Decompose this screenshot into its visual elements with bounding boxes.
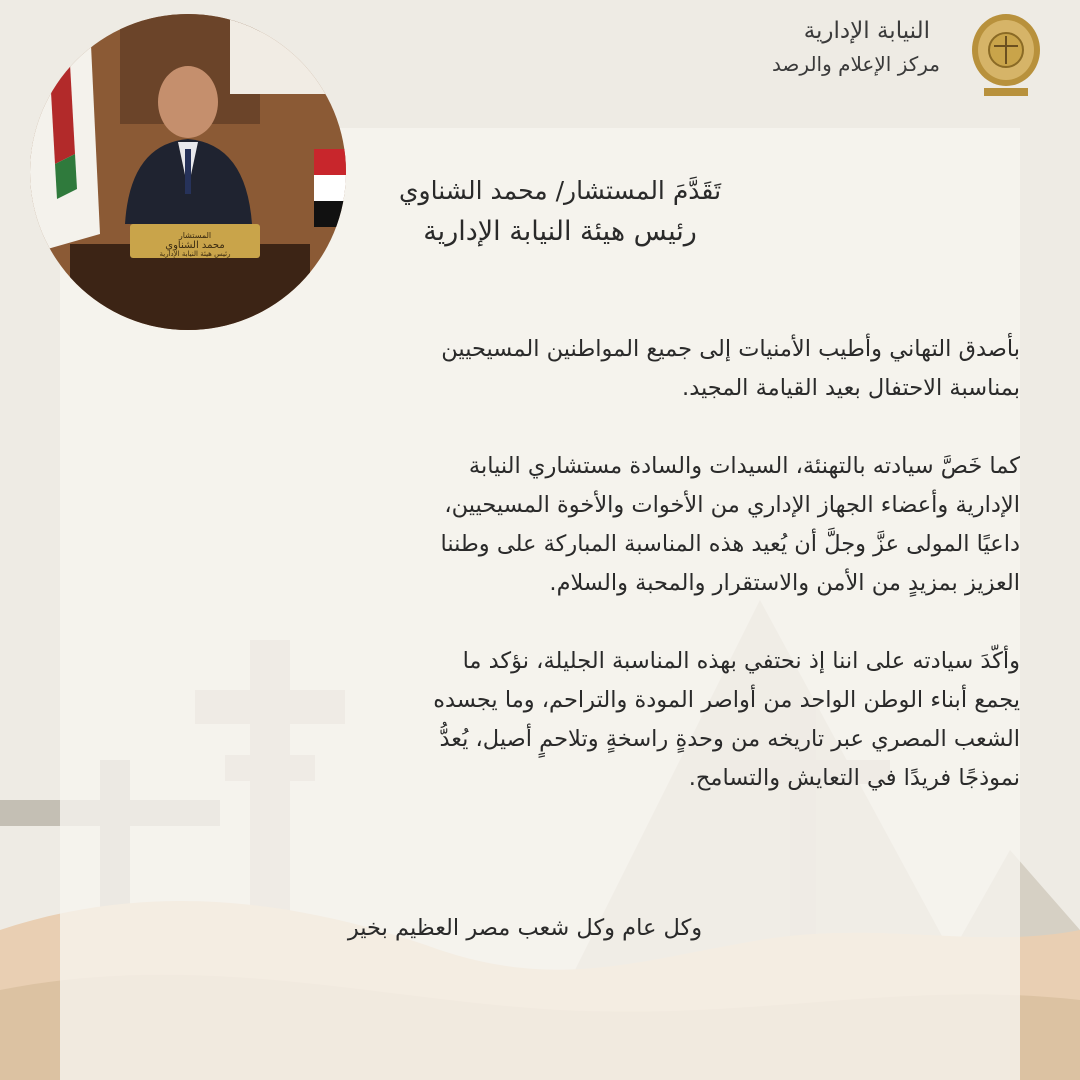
paragraph — [190, 642, 1020, 798]
text-line: العزيز بمزيدٍ من الأمن والاستقرار والمحبة والسلام. — [549, 570, 1020, 596]
org-name: النيابة الإدارية — [803, 18, 930, 44]
nameplate-title: المستشار — [178, 231, 212, 240]
title-line-2: رئيس هيئة النيابة الإدارية — [423, 216, 697, 247]
header — [772, 14, 940, 80]
text-line: وأكّدَ سيادته على اننا إذ نحتفي بهذه المناسبة الجليلة، نؤكد ما — [462, 648, 1020, 674]
text-line: كما خَصَّ سيادته بالتهنئة، السيدات والسادة مستشاري النيابة — [468, 453, 1020, 479]
title-line-1: تَقَدَّمَ المستشار/ محمد الشناوي — [398, 176, 722, 205]
text-line: الشعب المصري عبر تاريخه من وحدةٍ راسخةٍ وتلاحمٍ أصيل، يُعدُّ — [439, 726, 1020, 752]
text-line: يجمع أبناء الوطن الواحد من أواصر المودة والتراحم، وما يجسده — [433, 687, 1020, 713]
paragraph — [190, 330, 1020, 408]
title-block — [330, 172, 790, 254]
administrative-prosecution-logo-icon — [964, 10, 1048, 98]
text-line: بمناسبة الاحتفال بعيد القيامة المجيد. — [682, 375, 1020, 401]
portrait-photo — [30, 14, 346, 330]
text-line: بأصدق التهاني وأطيب الأمنيات إلى جميع المواطنين المسيحيين — [441, 336, 1020, 362]
text-line: الإدارية وأعضاء الجهاز الإداري من الأخوات والأخوة المسيحيين، — [444, 492, 1020, 518]
nameplate-name: محمد الشناوي — [165, 240, 225, 251]
paragraph — [190, 447, 1020, 603]
nameplate-role: رئيس هيئة النيابة الإدارية — [159, 250, 231, 258]
org-subtitle: مركز الإعلام والرصد — [771, 52, 940, 76]
closing-greeting: وكل عام وكل شعب مصر العظيم بخير — [347, 915, 703, 941]
message-body — [190, 330, 1020, 837]
text-line: نموذجًا فريدًا في التعايش والتسامح. — [688, 765, 1020, 791]
text-line: داعيًا المولى عزَّ وجلَّ أن يُعيد هذه المناسبة المباركة على وطننا — [440, 531, 1020, 557]
